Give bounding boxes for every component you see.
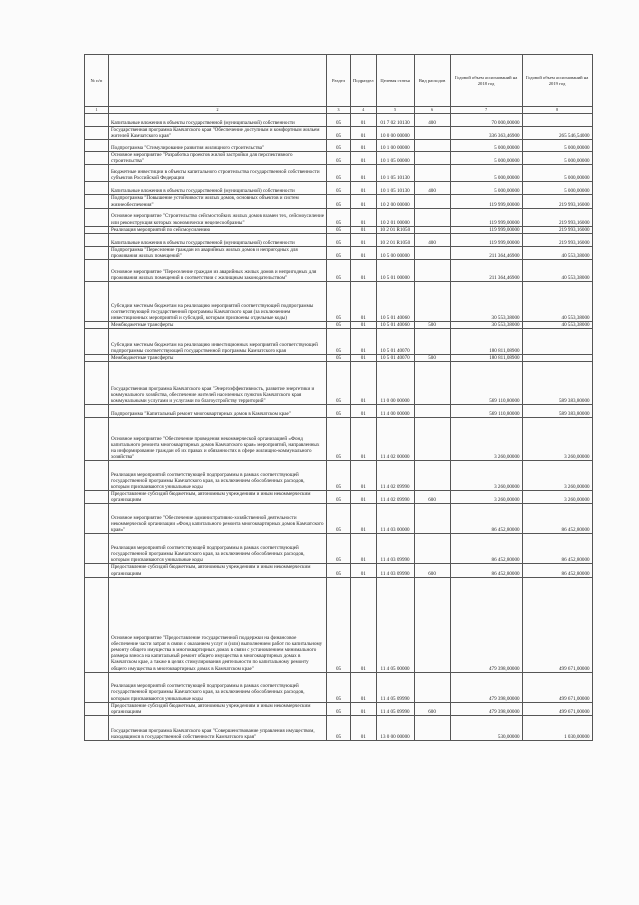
header-row [85, 55, 593, 107]
header-name [109, 55, 327, 107]
razdel-cell: 05 [327, 321, 351, 328]
target-cell: 10 1 05 10130 [376, 182, 414, 195]
podrazdel-cell: 01 [351, 152, 377, 165]
amount-2019-cell [522, 329, 592, 355]
table-row [85, 165, 593, 182]
exp-type-cell [414, 165, 450, 182]
target-cell: 10 1 05 00000 [376, 152, 414, 165]
table-row [85, 715, 593, 740]
podrazdel-cell: 01 [351, 165, 377, 182]
amount-2018-cell: 3 260,00000 [450, 418, 522, 461]
table-row [85, 362, 593, 405]
amount-2018-cell: 86 452,80000 [450, 504, 522, 534]
num-cell [85, 329, 109, 355]
podrazdel-cell: 01 [351, 534, 377, 564]
row-name: Государственная программа Камчатского края "Обеспечение доступным и комфортным жильем жителей Камчатского края" [109, 127, 327, 140]
exp-type-cell [414, 405, 450, 418]
exp-type-cell [414, 259, 450, 281]
amount-2019-cell: 40 553,38000 [522, 246, 592, 259]
razdel-cell: 05 [327, 461, 351, 491]
row-name: Основное мероприятие "Предоставление государственной поддержки на финансовое обеспечение части затрат в связи с оказанием услуг и (или) выполнением работ по капитальному ремонту общего имущества в многоквартирных домах в связи с установлением минимального размера взноса на капитальный ремонт общего имущества в многоквартирных домах в Камчатском крае, а также в целях стимулирования деятельности по капитальному ремонту общего имущества в многоквартирных домах в Камчатском крае" [109, 577, 327, 672]
table-row [85, 461, 593, 491]
amount-2018-cell: 3 260,00000 [450, 491, 522, 504]
row-name: Капитальные вложения в объекты государственной (муниципальной) собственности [109, 233, 327, 246]
num-cell [85, 672, 109, 702]
row-name: Предоставление субсидий бюджетным, автономным учреждениям и иным некоммерческим организациям [109, 491, 327, 504]
amount-2018-cell: 569 110,80000 [450, 405, 522, 418]
num-cell [85, 259, 109, 281]
table-row [85, 564, 593, 577]
amount-2018-cell: 479 398,00000 [450, 672, 522, 702]
razdel-cell: 05 [327, 534, 351, 564]
amount-2018-cell: 119 999,00000 [450, 233, 522, 246]
table-body [85, 114, 593, 741]
amount-2018-cell: 180 811,08900 [450, 329, 522, 355]
razdel-cell: 05 [327, 281, 351, 321]
table-row [85, 672, 593, 702]
col-number: 8 [522, 107, 592, 114]
razdel-cell: 05 [327, 140, 351, 152]
amount-2019-cell: 219 993,16000 [522, 195, 592, 208]
target-cell: 10 2 01 00000 [376, 208, 414, 226]
table-row [85, 329, 593, 355]
razdel-cell: 05 [327, 114, 351, 127]
col-number: 5 [376, 107, 414, 114]
razdel-cell: 05 [327, 715, 351, 740]
amount-2019-cell: 3 260,00000 [522, 461, 592, 491]
row-name: Реализация мероприятий соответствующей подпрограммы в рамках соответствующей государственной программы Камчатского края, за исключением обособленных расходов, которым присваиваются уникальные коды [109, 534, 327, 564]
amount-2018-cell: 211 364,46900 [450, 259, 522, 281]
amount-2019-cell: 1 030,00000 [522, 715, 592, 740]
amount-2019-cell: 5 000,00000 [522, 152, 592, 165]
amount-2019-cell [522, 114, 592, 127]
row-name: Подпрограмма "Повышение устойчивости жилых домов, основных объектов и систем жизнеобеспечения" [109, 195, 327, 208]
col-number: 4 [351, 107, 377, 114]
razdel-cell: 05 [327, 702, 351, 715]
column-number-row [85, 107, 593, 114]
target-cell: 10 5 01 00000 [376, 259, 414, 281]
exp-type-cell: 600 [414, 491, 450, 504]
table-row [85, 491, 593, 504]
podrazdel-cell: 01 [351, 140, 377, 152]
row-name: Бюджетные инвестиции в объекты капитального строительства государственной собственности субъектов Российской Федерации [109, 165, 327, 182]
razdel-cell: 05 [327, 418, 351, 461]
amount-2019-cell: 5 000,00000 [522, 165, 592, 182]
amount-2019-cell: 86 452,80000 [522, 564, 592, 577]
exp-type-cell [414, 127, 450, 140]
razdel-cell: 05 [327, 259, 351, 281]
target-cell: 10 1 05 10130 [376, 165, 414, 182]
num-cell [85, 152, 109, 165]
row-name: Капитальные вложения в объекты государственной (муниципальной) собственности [109, 114, 327, 127]
amount-2018-cell: 119 999,00000 [450, 208, 522, 226]
target-cell: 10 5 01 40060 [376, 321, 414, 328]
amount-2018-cell: 5 000,00000 [450, 165, 522, 182]
podrazdel-cell: 01 [351, 281, 377, 321]
num-cell [85, 127, 109, 140]
exp-type-cell: 400 [414, 233, 450, 246]
amount-2018-cell: 119 999,00000 [450, 226, 522, 233]
amount-2019-cell: 589 383,80000 [522, 362, 592, 405]
amount-2019-cell: 5 000,00000 [522, 140, 592, 152]
amount-2019-cell: 40 553,38000 [522, 259, 592, 281]
table-row [85, 152, 593, 165]
header-2018: Годовой объем ассигнований на 2018 год [450, 55, 522, 107]
target-cell: 10 2 00 00000 [376, 195, 414, 208]
amount-2018-cell: 5 000,00000 [450, 140, 522, 152]
exp-type-cell: 400 [414, 182, 450, 195]
exp-type-cell [414, 461, 450, 491]
podrazdel-cell: 01 [351, 564, 377, 577]
target-cell: 11 4 03 09990 [376, 564, 414, 577]
podrazdel-cell: 01 [351, 195, 377, 208]
amount-2019-cell: 86 452,80000 [522, 534, 592, 564]
target-cell: 11 4 03 00000 [376, 504, 414, 534]
razdel-cell: 05 [327, 329, 351, 355]
amount-2018-cell: 211 364,46900 [450, 246, 522, 259]
num-cell [85, 208, 109, 226]
row-name: Предоставление субсидий бюджетным, автономным учреждениям и иным некоммерческим организациям [109, 702, 327, 715]
target-cell: 11 4 03 09990 [376, 534, 414, 564]
podrazdel-cell: 01 [351, 461, 377, 491]
amount-2019-cell: 589 383,80000 [522, 405, 592, 418]
col-number: 2 [109, 107, 327, 114]
amount-2019-cell: 5 000,00000 [522, 182, 592, 195]
podrazdel-cell: 01 [351, 491, 377, 504]
podrazdel-cell: 01 [351, 577, 377, 672]
amount-2019-cell: 40 553,38000 [522, 281, 592, 321]
num-cell [85, 577, 109, 672]
razdel-cell: 05 [327, 165, 351, 182]
razdel-cell: 05 [327, 504, 351, 534]
num-cell [85, 233, 109, 246]
podrazdel-cell: 01 [351, 114, 377, 127]
exp-type-cell [414, 226, 450, 233]
num-cell [85, 355, 109, 362]
podrazdel-cell: 01 [351, 182, 377, 195]
podrazdel-cell: 01 [351, 362, 377, 405]
amount-2018-cell: 3 260,00000 [450, 461, 522, 491]
razdel-cell: 05 [327, 226, 351, 233]
row-name: Основное мероприятие "Строительство сейсмостойких жилых домов взамен тех, сейсмоусиление или реконструкция которых экономически нецелесообразны" [109, 208, 327, 226]
num-cell [85, 405, 109, 418]
budget-table [84, 54, 593, 741]
podrazdel-cell: 01 [351, 246, 377, 259]
row-name: Основное мероприятие "Обеспечение проведения некоммерческой организацией «Фонд капитального ремонта многоквартирных домов Камчатского края» мероприятий, направленных на информирование граждан об их правах и обязанностях в сфере жилищно-коммунального хозяйства" [109, 418, 327, 461]
row-name: Подпрограмма "Капитальный ремонт многоквартирных домов в Камчатском крае" [109, 405, 327, 418]
exp-type-cell [414, 246, 450, 259]
col-number: 1 [85, 107, 109, 114]
razdel-cell: 05 [327, 152, 351, 165]
row-name: Подпрограмма "Переселение граждан из аварийных жилых домов и непригодных для проживания жилых помещений" [109, 246, 327, 259]
target-cell: 11 4 00 00000 [376, 405, 414, 418]
row-name: Реализация мероприятий соответствующей подпрограммы в рамках соответствующей государственной программы Камчатского края, за исключением обособленных расходов, которым присваиваются уникальные коды [109, 672, 327, 702]
podrazdel-cell: 01 [351, 329, 377, 355]
exp-type-cell [414, 672, 450, 702]
table-row [85, 534, 593, 564]
exp-type-cell [414, 329, 450, 355]
amount-2019-cell: 3 260,00000 [522, 418, 592, 461]
target-cell: 11 4 02 09990 [376, 491, 414, 504]
razdel-cell: 05 [327, 672, 351, 702]
row-name: Межбюджетные трансферты [109, 321, 327, 328]
num-cell [85, 491, 109, 504]
num-cell [85, 702, 109, 715]
target-cell: 10 5 01 40060 [376, 281, 414, 321]
row-name: Субсидии местным бюджетам на реализацию мероприятий соответствующей подпрограммы соответствующей государственной программы Камчатского края (за исключением инвестиционных мероприятий и субсидий, которым присвоены отдельные коды) [109, 281, 327, 321]
razdel-cell: 05 [327, 491, 351, 504]
exp-type-cell: 600 [414, 702, 450, 715]
target-cell: 01 7 02 10130 [376, 114, 414, 127]
header-razdel: Раздел [327, 55, 351, 107]
amount-2018-cell: 119 999,00000 [450, 195, 522, 208]
podrazdel-cell: 01 [351, 405, 377, 418]
exp-type-cell [414, 577, 450, 672]
exp-type-cell [414, 152, 450, 165]
num-cell [85, 165, 109, 182]
num-cell [85, 281, 109, 321]
amount-2019-cell [522, 355, 592, 362]
table-row [85, 418, 593, 461]
num-cell [85, 418, 109, 461]
target-cell: 10 2 01 R1050 [376, 226, 414, 233]
amount-2018-cell: 180 811,08900 [450, 355, 522, 362]
num-cell [85, 246, 109, 259]
amount-2019-cell: 499 671,00000 [522, 577, 592, 672]
razdel-cell: 05 [327, 127, 351, 140]
num-cell [85, 182, 109, 195]
amount-2018-cell: 479 398,00000 [450, 702, 522, 715]
table-row [85, 246, 593, 259]
row-name: Основное мероприятие "Переселение граждан из аварийных жилых домов и непригодных для проживания жилых помещений в соответствии с жилищным законодательством" [109, 259, 327, 281]
row-name: Предоставление субсидий бюджетным, автономным учреждениям и иным некоммерческим организациям [109, 564, 327, 577]
exp-type-cell: 500 [414, 321, 450, 328]
header-num: № п/п [85, 55, 109, 107]
exp-type-cell: 400 [414, 114, 450, 127]
razdel-cell: 05 [327, 564, 351, 577]
podrazdel-cell: 01 [351, 702, 377, 715]
num-cell [85, 114, 109, 127]
num-cell [85, 321, 109, 328]
table-row [85, 195, 593, 208]
amount-2019-cell: 499 671,00000 [522, 672, 592, 702]
table-row [85, 702, 593, 715]
table-row [85, 226, 593, 233]
target-cell: 10 5 00 00000 [376, 246, 414, 259]
row-name: Основное мероприятие "Обеспечение административно-хозяйственной деятельности некоммерческой организации «Фонд капитального ремонта многоквартирных домов Камчатского края»" [109, 504, 327, 534]
header-2019: Годовой объем ассигнований на 2019 год [522, 55, 592, 107]
razdel-cell: 05 [327, 362, 351, 405]
header-target: Целевая статья [376, 55, 414, 107]
row-name: Реализация мероприятий соответствующей подпрограммы в рамках соответствующей государственной программы Камчатского края, за исключением обособленных расходов, которым присваиваются уникальные коды [109, 461, 327, 491]
podrazdel-cell: 01 [351, 418, 377, 461]
amount-2019-cell: 86 452,80000 [522, 504, 592, 534]
target-cell: 13 0 00 00000 [376, 715, 414, 740]
amount-2018-cell: 30 553,38000 [450, 321, 522, 328]
num-cell [85, 226, 109, 233]
table-row [85, 233, 593, 246]
podrazdel-cell: 01 [351, 259, 377, 281]
exp-type-cell [414, 418, 450, 461]
table-row [85, 208, 593, 226]
target-cell: 10 1 00 00000 [376, 140, 414, 152]
podrazdel-cell: 01 [351, 233, 377, 246]
target-cell: 10 2 01 R1050 [376, 233, 414, 246]
exp-type-cell [414, 362, 450, 405]
razdel-cell: 05 [327, 246, 351, 259]
table-row [85, 577, 593, 672]
table-row [85, 140, 593, 152]
amount-2018-cell: 30 553,38000 [450, 281, 522, 321]
amount-2019-cell: 219 993,16000 [522, 233, 592, 246]
razdel-cell: 05 [327, 577, 351, 672]
podrazdel-cell: 01 [351, 321, 377, 328]
podrazdel-cell: 01 [351, 127, 377, 140]
row-name: Государственная программа Камчатского края "Совершенствование управления имуществом, находящимся в государственной собственности Камчатского края" [109, 715, 327, 740]
target-cell: 10 5 01 40070 [376, 355, 414, 362]
amount-2019-cell: 219 993,16000 [522, 208, 592, 226]
num-cell [85, 564, 109, 577]
table-row [85, 355, 593, 362]
table-row [85, 281, 593, 321]
razdel-cell: 05 [327, 355, 351, 362]
row-name: Подпрограмма "Стимулирование развития жилищного строительства" [109, 140, 327, 152]
num-cell [85, 461, 109, 491]
table-row [85, 114, 593, 127]
amount-2018-cell: 479 398,00000 [450, 577, 522, 672]
amount-2019-cell: 3 260,00000 [522, 491, 592, 504]
target-cell: 11 0 00 00000 [376, 362, 414, 405]
num-cell [85, 362, 109, 405]
table-row [85, 405, 593, 418]
exp-type-cell [414, 715, 450, 740]
podrazdel-cell: 01 [351, 504, 377, 534]
exp-type-cell [414, 504, 450, 534]
razdel-cell: 05 [327, 182, 351, 195]
podrazdel-cell: 01 [351, 672, 377, 702]
exp-type-cell: 500 [414, 355, 450, 362]
num-cell [85, 534, 109, 564]
amount-2019-cell: 265 546,54000 [522, 127, 592, 140]
podrazdel-cell: 01 [351, 226, 377, 233]
amount-2019-cell: 40 553,38000 [522, 321, 592, 328]
amount-2018-cell: 5 000,00000 [450, 182, 522, 195]
table-row [85, 182, 593, 195]
amount-2018-cell: 86 452,80000 [450, 534, 522, 564]
exp-type-cell [414, 534, 450, 564]
num-cell [85, 140, 109, 152]
target-cell: 11 4 05 09990 [376, 702, 414, 715]
podrazdel-cell: 01 [351, 355, 377, 362]
table-row [85, 504, 593, 534]
num-cell [85, 195, 109, 208]
amount-2019-cell: 499 671,00000 [522, 702, 592, 715]
target-cell: 11 4 05 00000 [376, 577, 414, 672]
num-cell [85, 504, 109, 534]
amount-2018-cell: 569 110,80000 [450, 362, 522, 405]
table-row [85, 127, 593, 140]
amount-2018-cell: 5 000,00000 [450, 152, 522, 165]
amount-2018-cell: 530,00000 [450, 715, 522, 740]
row-name: Основное мероприятие "Разработка проектов жилой застройки для перспективного строительства" [109, 152, 327, 165]
table-row [85, 259, 593, 281]
exp-type-cell [414, 208, 450, 226]
target-cell: 11 4 05 09990 [376, 672, 414, 702]
exp-type-cell: 600 [414, 564, 450, 577]
podrazdel-cell: 01 [351, 715, 377, 740]
header-podrazdel: Подраздел [351, 55, 377, 107]
razdel-cell: 05 [327, 208, 351, 226]
podrazdel-cell: 01 [351, 208, 377, 226]
exp-type-cell [414, 140, 450, 152]
col-number: 7 [450, 107, 522, 114]
amount-2018-cell: 86 452,80000 [450, 564, 522, 577]
target-cell: 11 4 02 00000 [376, 418, 414, 461]
razdel-cell: 05 [327, 195, 351, 208]
amount-2019-cell: 219 993,16000 [522, 226, 592, 233]
header-exp: Вид расходов [414, 55, 450, 107]
row-name: Субсидии местным бюджетам на реализацию инвестиционных мероприятий соответствующей подпрограммы соответствующей государственной программы Камчатского края [109, 329, 327, 355]
razdel-cell: 05 [327, 405, 351, 418]
target-cell: 11 4 02 09990 [376, 461, 414, 491]
exp-type-cell [414, 195, 450, 208]
col-number: 6 [414, 107, 450, 114]
col-number: 3 [327, 107, 351, 114]
row-name: Капитальные вложения в объекты государственной (муниципальной) собственности [109, 182, 327, 195]
exp-type-cell [414, 281, 450, 321]
amount-2018-cell: 336 363,46900 [450, 127, 522, 140]
row-name: Межбюджетные трансферты [109, 355, 327, 362]
target-cell: 10 0 00 00000 [376, 127, 414, 140]
amount-2018-cell: 70 000,00000 [450, 114, 522, 127]
target-cell: 10 5 01 40070 [376, 329, 414, 355]
table-row [85, 321, 593, 328]
row-name: Государственная программа Камчатского края "Энергоэффективность, развитие энергетики и коммунального хозяйства, обеспечение жителей населенных пунктов Камчатского края коммунальными услугами и услугами по благоустройству территорий" [109, 362, 327, 405]
razdel-cell: 05 [327, 233, 351, 246]
row-name: Реализация мероприятий по сейсмоусилению [109, 226, 327, 233]
num-cell [85, 715, 109, 740]
